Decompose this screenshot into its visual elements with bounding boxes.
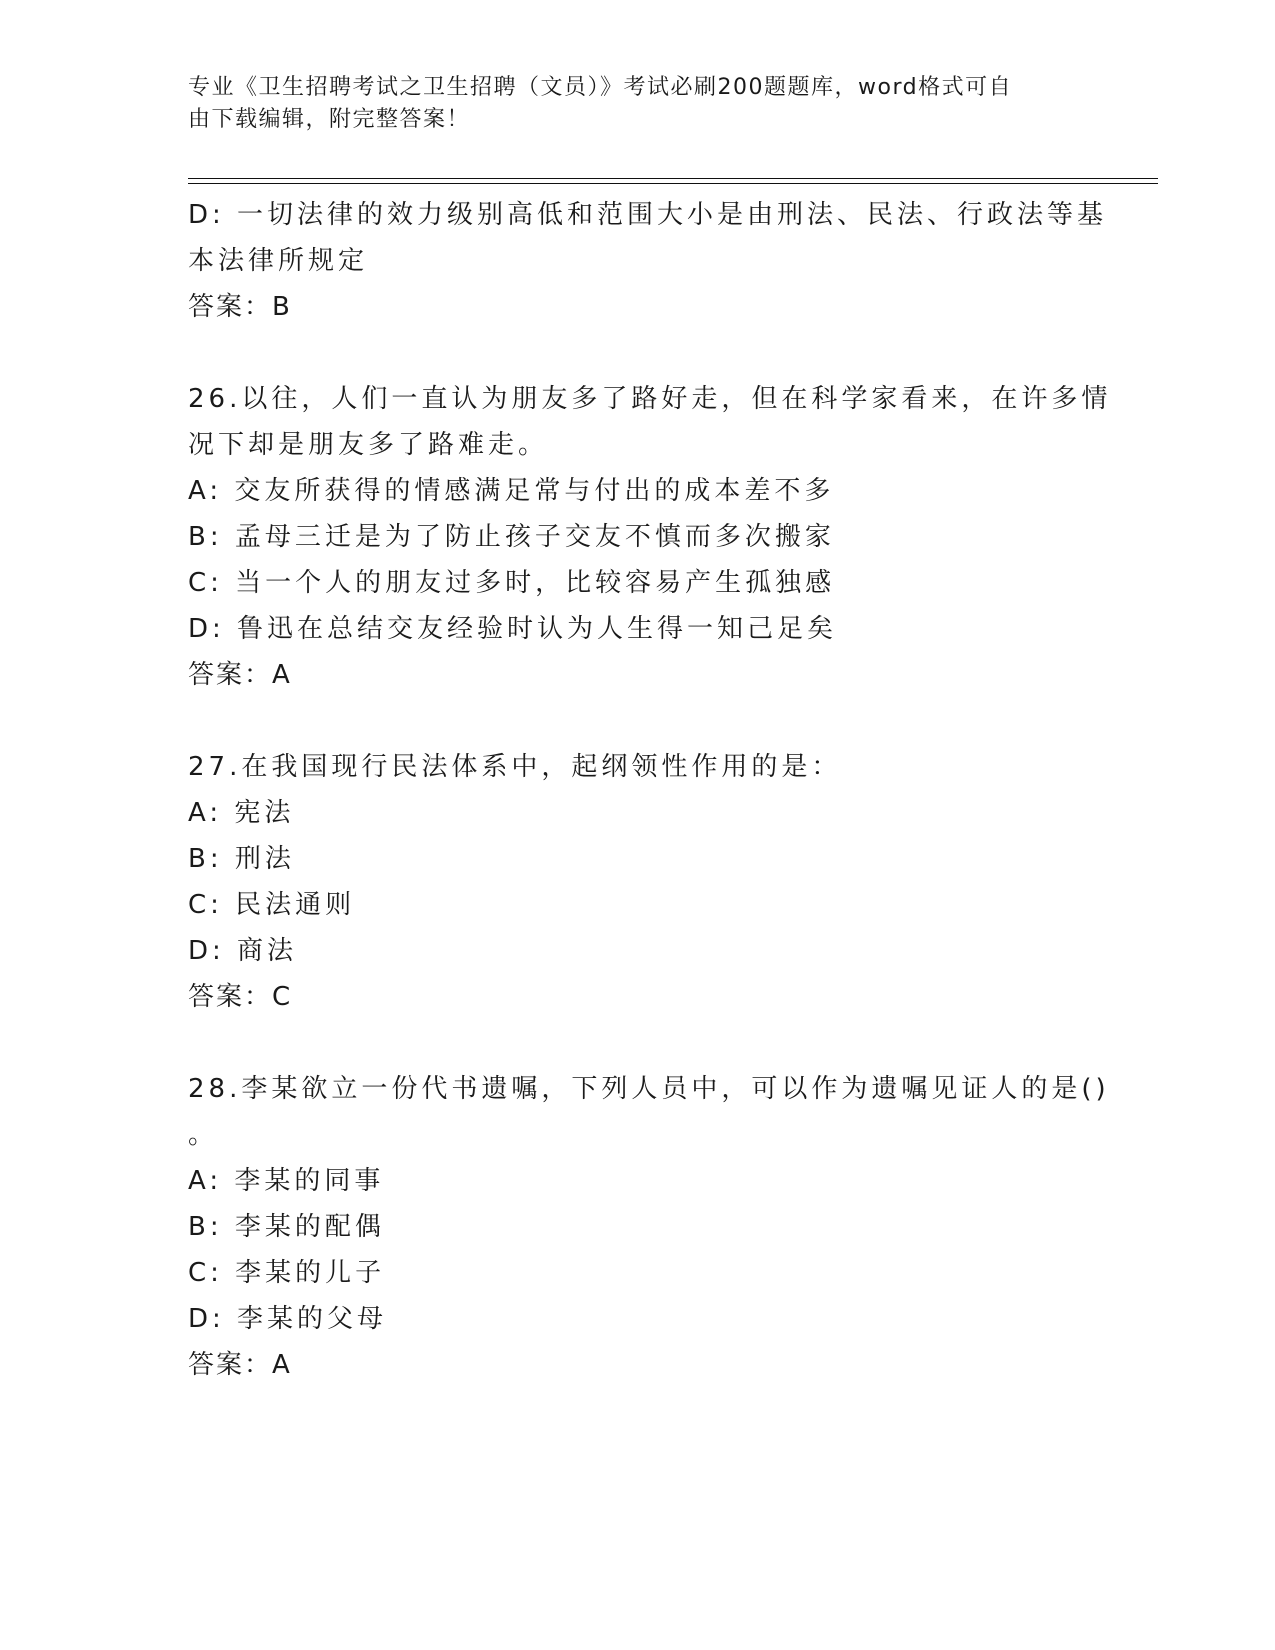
- option-a: A: 李某的同事: [188, 1166, 385, 1196]
- spacer: [188, 698, 1088, 744]
- option-d: D: 鲁迅在总结交友经验时认为人生得一知己足矣: [188, 614, 838, 644]
- question-stem-line-2: 。: [188, 1120, 219, 1150]
- option-c: C: 李某的儿子: [188, 1258, 386, 1288]
- option-a: A: 交友所获得的情感满足常与付出的成本差不多: [188, 476, 835, 506]
- option-b: B: 李某的配偶: [188, 1212, 385, 1242]
- spacer: [188, 330, 1088, 376]
- header-divider-top: [188, 178, 1158, 179]
- option-d: D: 商法: [188, 936, 298, 966]
- document-header: [188, 72, 1068, 136]
- answer: 答案：C: [188, 982, 293, 1012]
- option-b: B: 孟母三迁是为了防止孩子交友不慎而多次搬家: [188, 522, 835, 552]
- question-28: [188, 1066, 1110, 1388]
- header-line-2: 由下载编辑，附完整答案！: [188, 107, 471, 132]
- question-stem-line-2: 况下却是朋友多了路难走。: [188, 430, 549, 460]
- header-divider-bottom: [188, 183, 1158, 184]
- header-line-1: 专业《卫生招聘考试之卫生招聘（文员）》考试必刷200题题库，word格式可自: [188, 75, 1013, 100]
- option-a: A: 宪法: [188, 798, 295, 828]
- option-d-line-1: D: 一切法律的效力级别高低和范围大小是由刑法、民法、行政法等基: [188, 200, 1108, 230]
- option-d-line-2: 本法律所规定: [188, 246, 369, 276]
- option-c: C: 当一个人的朋友过多时，比较容易产生孤独感: [188, 568, 836, 598]
- option-b: B: 刑法: [188, 844, 295, 874]
- answer: 答案：A: [188, 660, 292, 690]
- question-27: [188, 744, 1088, 1020]
- option-c: C: 民法通则: [188, 890, 356, 920]
- answer: 答案：B: [188, 292, 292, 322]
- question-26: [188, 376, 1112, 698]
- question-stem-line-1: 28.李某欲立一份代书遗嘱，下列人员中，可以作为遗嘱见证人的是(): [188, 1074, 1110, 1104]
- question-stem-line-1: 26.以往，人们一直认为朋友多了路好走，但在科学家看来，在许多情: [188, 384, 1112, 414]
- answer: 答案：A: [188, 1350, 292, 1380]
- spacer: [188, 1020, 1088, 1066]
- question-stem: 27.在我国现行民法体系中，起纲领性作用的是：: [188, 752, 842, 782]
- question-25-tail: [188, 192, 1108, 330]
- option-d: D: 李某的父母: [188, 1304, 388, 1334]
- question-list: [188, 192, 1112, 1388]
